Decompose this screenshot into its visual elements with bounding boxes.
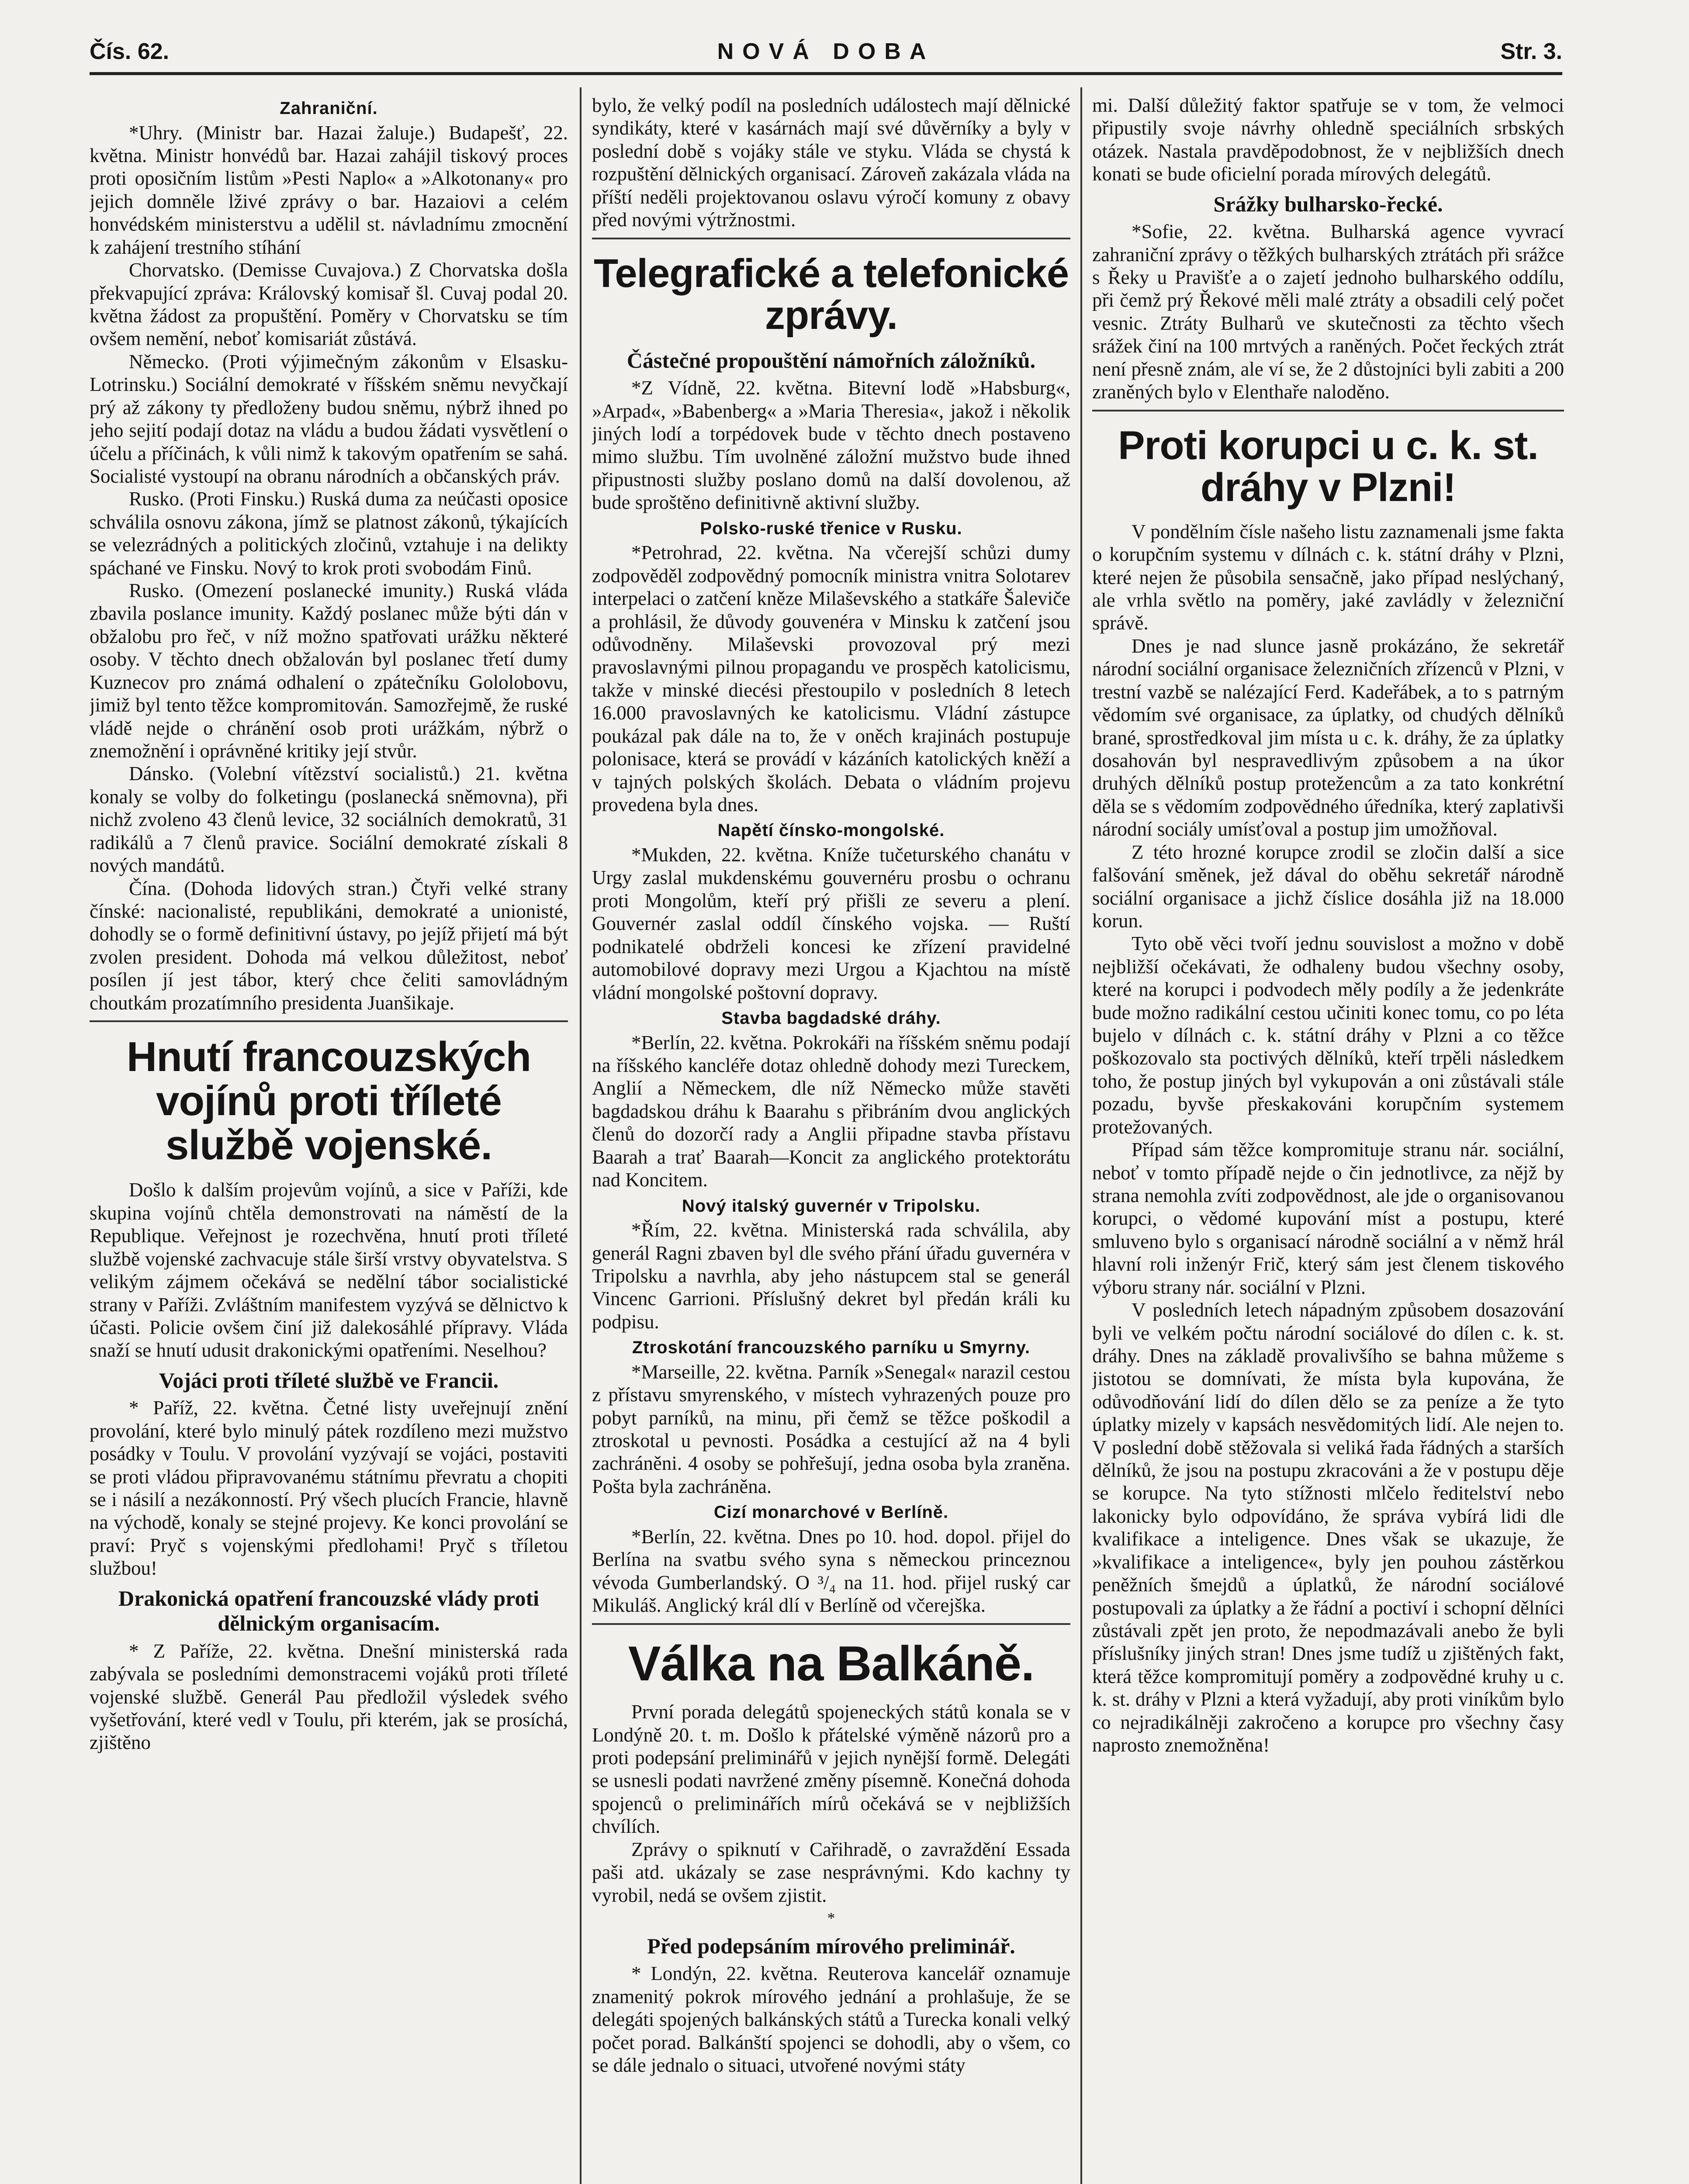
headline: Proti korupci u c. k. st. dráhy v Plzni!: [1118, 423, 1538, 510]
news-heading: Ztroskotání francouzského parníku u Smyrny.: [632, 1338, 1031, 1358]
page-number: Str. 3.: [1500, 39, 1562, 64]
news-heading: Napětí čínsko-mongolské.: [717, 821, 945, 840]
issue-number: Čís. 62.: [90, 39, 170, 64]
article-paragraph: Zprávy o spiknutí v Cařihradě, o zavraždění Essada paši atd. ukázaly se zase nesprávnými. Kdo kachny ty vyrobil, nedá se ovšem zjistit.: [592, 1838, 1070, 1906]
news-heading: Cizí monarchové v Berlíně.: [713, 1503, 949, 1522]
article-paragraph: Z této hrozné korupce zrodil se zločin další a sice falšování směnek, jež dával do oběhu sekretář národně sociální organisace a jichž číslice dosáhla již na 18.000 korun.: [1092, 841, 1564, 932]
column-divider: [1080, 87, 1082, 2184]
column-3: [1092, 94, 1564, 2184]
article-paragraph: Chorvatsko. (Demisse Cuvajova.) Z Chorvatska došla překvapující zpráva: Královský komisař šl. Cuvaj podal 20. května žádost za propuštění. Poměry v Chorvatsku se tím ovšem nemění, neboť komisariát zůstává.: [90, 259, 568, 350]
article-paragraph: Rusko. (Omezení poslanecké imunity.) Ruská vláda zbavila poslance imunity. Každý poslanec může býti dán v obžalobu pro řeč, v níž možno spatřovati urážku některé osoby. V těchto dnech obžalován byl poslanec třetí dumy Kuznecov pro známá odhalení o zpátečníku Gololobovu, jimiž byl tento těžce kompromitován. Samozřejmě, že ruské vládě nejde o chránění osob proti urážkám, nýbrž o znemožnění i oprávněné kritiky její stvůr.: [90, 580, 568, 762]
masthead-title: NOVÁ DOBA: [717, 39, 935, 64]
section-title: Zahraniční.: [280, 99, 378, 118]
article-paragraph: *Marseille, 22. května. Parník »Senegal« narazil cestou z přístavu smyrenského, v místech vyhrazených pouze pro pobyt parníků, na minu, při čemž se těžce poškodil a ztroskotal u pevnosti. Posádka a cestující až na 4 byli zachráněni. 4 osoby se pohřešují, jedna osoba byla zraněna. Pošta byla zachráněna.: [592, 1361, 1070, 1497]
section-rule: [1092, 410, 1564, 411]
article-paragraph: Dánsko. (Volební vítězství socialistů.) 21. května konaly se volby do folketingu (poslanecká sněmovna), při nichž zvoleno 43 členů levice, 32 sociálních demokratů, 31 radikálů a 7 členů pravice. Sociální demokraté získali 8 nových mandátů.: [90, 763, 568, 877]
separator-star: *: [827, 1909, 835, 1927]
column-2: [592, 94, 1070, 2184]
article-paragraph: * Paříž, 22. května. Četné listy uveřejnují znění provolání, které bylo minulý pátek rozdíleno mezi mužstvo posádky v Toulu. V provolání vyzývají se vojáci, postaviti se proti vládou připravovanému státnímu převratu a chopiti se i násilí a nezákonností. Prý všech plucích Francie, hlavně na východě, konaly se stejné projevy. Ke konci provolání se praví: Pryč s vojenskými předlohami! Pryč s tříletou službou!: [90, 1397, 568, 1579]
article-paragraph: Tyto obě věci tvoří jednu souvislost a možno v době nejbližší očekávati, že odhaleny budou všechny osoby, které na korupci i podvodech měly podíly a že jedenkráte bude možno radikální cestou učiniti konec tomu, co po léta bujelo v dílnách c. k. státní dráhy v Plzni a co těžce poškozovalo sta poctivých dělníků, kteří trpěli následkem toho, že postup jiných byl vykupován a oni zůstávali stále pozadu, byvše přeskakováni korupčním systemem protežovaných.: [1092, 933, 1564, 1138]
article-paragraph: *Řím, 22. května. Ministerská rada schválila, aby generál Ragni zbaven byl dle svého přání úřadu guvernéra v Tripolsku a navrhla, aby jeho nástupcem stal se generál Vincenc Garrioni. Příslušný dekret byl předán králi ku podpisu.: [592, 1219, 1070, 1333]
article-paragraph: Dnes je nad slunce jasně prokázáno, že sekretář národní sociální organisace železničních zřízenců v Plzni, v trestní vazbě se nalézající Ferd. Kadeřábek, a to s patrným vědomím své organisace, za úplatky, od chudých dělníků brané, sprostředkoval jim místa u c. k. dráhy, že za úplatky dosahován byl nespravedlivým způsobem a na úkor druhých dělníků postup protežencům a za tato konkrétní děla se s vědomím zodpovědného úředníka, který zaplativši národní sociály umísťoval a postup jim umožňoval.: [1092, 635, 1564, 840]
article-paragraph: bylo, že velký podíl na posledních událostech mají dělnické syndikáty, které v kasárnách mají své důvěrníky a byly v poslední době s vojáky stále ve styku. Vláda se chystá k rozpuštění dělnických organisací. Zároveň zakázala vláda na příští neděli projektovanou oslavu výročí komuny z obavy před novými výtržnostmi.: [592, 94, 1070, 231]
article-paragraph: Německo. (Proti výjimečným zákonům v Elsasku-Lotrinsku.) Sociální demokraté v říšském sněmu nevyčkají prý až zákony ty předloženy budou sněmu, nýbrž ihned po jeho sejití podají dotaz na vládu a budou žádati vysvětlení o účelu a příčinách, k vůli nimž k takovým opatřením se sahá. Socialisté vystoupí na obranu národních a občanských práv.: [90, 350, 568, 487]
section-rule: [90, 1020, 568, 1022]
headline: Válka na Balkáně.: [628, 1636, 1035, 1691]
subheadline: Srážky bulharsko-řecké.: [1213, 191, 1443, 216]
section-rule: [592, 1623, 1070, 1625]
subheadline: Před podepsáním mírového preliminář.: [647, 1933, 1015, 1958]
header-rule: [90, 72, 1562, 75]
article-paragraph: V pondělním čísle našeho listu zaznamenali jsme fakta o korupčním systemu v dílnách c. k. státní dráhy v Plzni, které nejen že působila sensačně, jako případ neslýchaný, ale vrhla světlo na poměry, jaké zavládly v železniční správě.: [1092, 520, 1564, 634]
article-paragraph: V posledních letech nápadným způsobem dosazování byli ve velkém počtu národní sociálové do dílen c. k. st. dráhy. Dnes na základě provalivšího se bahna můžeme s jistotou se domnívati, že místa byla kupována, že odůvodňování lidí do dílen dělo se za peníze a že tyto úplatky mizely v kapsách nesvědomitých lidí. Ale nejen to. V poslední době stěžovala si veliká řada řádných a starších dělníků, že jsou na postupu zkracováni a že v postupu děje se korupce. Na tyto stížnosti mlčelo ředitelství nebo lakonicky bylo odpovídáno, že správa vybírá lidi dle kvalifikace a inteligence. Dnes však se ukazuje, že »kvalifikace a inteligence«, byly jen pouhou zástěrkou peněžních šmejdů a úplatků, že národní sociálové postupovali za úplatky a že řádní a poctiví i schopní dělníci zůstávali zpět jen proto, že nepodmazávali anebo že byli příslušníky jiných stran! Dnes jsme tudíž u zjištěných fakt, která těžce kompromitují poměry a zodpovědné kruhy u c. k. st. dráhy v Plzni a která vyžadují, aby proti viníkům bylo co nejradikálněji zakročeno a korupce pro všechny časy naprosto znemožněna!: [1092, 1299, 1564, 1756]
article-paragraph: První porada delegátů spojeneckých států konala se v Londýně 20. t. m. Došlo k přátelské výměně názorů pro a proti podepsání preliminářů v jejich nynější formě. Delegáti se usnesli podati navržené změny písemně. Konečná dohoda spojenců o preliminářích mírů očekává se v nejbližších chvílích.: [592, 1701, 1070, 1838]
article-paragraph: Rusko. (Proti Finsku.) Ruská duma za neúčasti oposice schválila osnovu zákona, jímž se platnost zákonů, týkajících se velezrádných a politických zločinů, vztahuje i na delikty spáchané ve Finsku. Nový to krok proti svobodám Finů.: [90, 488, 568, 579]
article-paragraph: Případ sám těžce kompromituje stranu nár. sociální, neboť v tomto případě nejde o čin jednotlivce, za nějž by strana nemohla zvíti zodpovědnost, ale jde o organisovanou korupci, o vědomé kupování míst a postupu, které smluveno bylo s organisací národně sociální a v němž hrál hlavní roli inženýr Frič, který sám jest členem tiskového výboru strany nár. sociální v Plzni.: [1092, 1139, 1564, 1298]
article-paragraph: *Sofie, 22. května. Bulharská agence vyvrací zahraniční zprávy o těžkých bulharských ztrátách při srážce s Řeky u Pravišťe a o zajetí jednoho bulharského oddílu, při čemž prý Řekové měli malé ztráty a obsadili celý počet vesnic. Ztráty Bulharů ve skutečnosti za těchto všech srážek činí na 100 mrtvých a raněných. Počet řeckých ztrát není přesně znám, ale ví se, že 2 důstojníci byli zabiti a 200 zraněných bylo v Elenthaře naloděno.: [1092, 221, 1564, 403]
news-heading: Stavba bagdadské dráhy.: [721, 1008, 941, 1028]
subheadline: Částečné propouštění námořních záložníků.: [626, 348, 1036, 373]
article-paragraph: *Petrohrad, 22. května. Na včerejší schůzi dumy zodpověděl zodpovědný pomocník ministra vnitra Solotarev interpelaci o zatčení kněze Milaševského a statkáře Šaleviče a prohlásil, že důvody gouvenéra v Minsku k zatčení jsou odůvodněny. Milaševski provozoval prý mezi pravoslavnými pilnou propagandu ve prospěch katolicismu, takže v minské diecési přestoupilo v posledních 8 letech 16.000 pravoslavných ke katolicismu. Vládní zástupce poukázal pak dále na to, že v oněch krajinách postupuje polonisace, která se provádí v kázáních katolických kněží a v tajných polských školách. Debata o vládním projevu provedena byla dnes.: [592, 542, 1070, 816]
article-paragraph: * Z Paříže, 22. května. Dnešní ministerská rada zabývala se posledními demonstracemi vojáků proti tříleté vojenské službě. Generál Pau předložil výsledek svého vyšetřování, které vedl v Toulu, při kterém, jak se prosíchá, zjištěno: [90, 1640, 568, 1754]
column-1: [90, 94, 568, 2184]
article-paragraph: Čína. (Dohoda lidových stran.) Čtyři velké strany čínské: nacionalisté, republikáni, demokraté a unionisté, dohodly se o formě definitivní ústavy, po jejíž přijetí má být zvolen president. Dohoda má velkou důležitost, neboť posílen jí jest tábor, který chce čeliti samovládným choutkám prozatímního presidenta Juanšikaje.: [90, 877, 568, 1014]
headline: Telegrafické a telefonické zprávy.: [593, 251, 1069, 338]
article-paragraph: Došlo k dalším projevům vojínů, a sice v Paříži, kde skupina vojínů chtěla demonstrovati na náměstí de la Republique. Veřejnost je rozechvěna, hnutí proti tříleté službě vojenské zachvacuje stále širší vrstvy obyvatelstva. S velikým zájmem očekává se nedělní tábor socialistické strany v Paříži. Zvláštním manifestem vyzývá se dělnictvo k účasti. Policie ovšem činí již dalekosáhlé přípravy. Vláda snaží se hnutí udusit drakonickými opatřeními. Neselhou?: [90, 1179, 568, 1362]
article-paragraph: * Londýn, 22. května. Reuterova kancelář oznamuje znamenitý pokrok mírového jednání a prohlašuje, že se delegáti spojených balkánských států a Turecka konali velký počet porad. Balkánští spojenci se dohodli, aby o všem, co se dále jednalo o situaci, utvořené novými státy: [592, 1963, 1070, 2077]
headline: Hnutí francouzských vojínů proti tříleté službě vojenské.: [126, 1033, 531, 1168]
page-header: [90, 34, 1562, 69]
article-paragraph: *Uhry. (Ministr bar. Hazai žaluje.) Budapešť, 22. května. Ministr honvédů bar. Hazai zahájil tiskový proces proti oposičním listům »Pesti Naplo« a »Alkotonany« pro jejich domněle lživé zprávy o bar. Hazaiovi a celém honvédském ministerstvu a udělil st. návladnímu zmocnění k zahájení trestního stíhání: [90, 121, 568, 258]
article-paragraph: *Berlín, 22. května. Pokrokáři na říšském sněmu podají na říšského kancléře dotaz ohledně dohody mezi Tureckem, Anglií a Německem, dle níž Německo může stavěti bagdadskou dráhu k Baarahu s přibráním dvou anglických členů do dozorčí rady a Anglii připadne stavba přístavu Baarah a trať Baarah—Koncit za anglického protektorátu nad Koncitem.: [592, 1031, 1070, 1191]
article-paragraph: *Z Vídně, 22. května. Bitevní lodě »Habsburg«, »Arpad«, »Babenberg« a »Maria Theresia«, jakož i několik jiných lodí a torpédovek bude v těchto dnech postaveno mimo službu. Tím uvolněné záložní mužstvo bude ihned připustnosti služby poslano domů na další dovolenou, až bude sproštěno definitivně aktivní služby.: [592, 377, 1070, 514]
article-paragraph: *Mukden, 22. května. Kníže tučeturského chanátu v Urgy zaslal mukdenskému gouvernéru prosbu o ochranu proti Mongolům, kteří prý přišli ze severu a plení. Gouvernér zaslal oddíl čínského vojska. — Ruští podnikatelé obdrželi koncesi ke zřízení pravidelné automobilové dopravy mezi Urgou a Kjachtou na místě vládní mongolské poštovní dopravy.: [592, 844, 1070, 1003]
subheadline: Vojáci proti tříleté službě ve Francii.: [159, 1368, 499, 1393]
section-rule: [592, 238, 1070, 239]
article-paragraph: *Berlín, 22. května. Dnes po 10. hod. dopol. přijel do Berlína na svatbu svého syna s německou princeznou vévoda Gumberlandský. O ³/₄ na 11. hod. přijel ruský car Mikuláš. Anglický král dlí v Berlíně od včerejška.: [592, 1525, 1070, 1617]
news-heading: Nový italský guvernér v Tripolsku.: [682, 1196, 981, 1216]
article-paragraph: mi. Další důležitý faktor spatřuje se v tom, že velmoci připustily svoje návrhy ohledně speciálních srbských otázek. Nastala pravděpodobnost, že v nejbližších dnech konati se bude oficielní porada mírových delegátů.: [1092, 94, 1564, 185]
news-heading: Polsko-ruské třenice v Rusku.: [700, 518, 962, 538]
column-divider: [580, 87, 581, 2184]
subheadline: Drakonická opatření francouzské vlády proti dělnickým organisacím.: [118, 1586, 539, 1636]
